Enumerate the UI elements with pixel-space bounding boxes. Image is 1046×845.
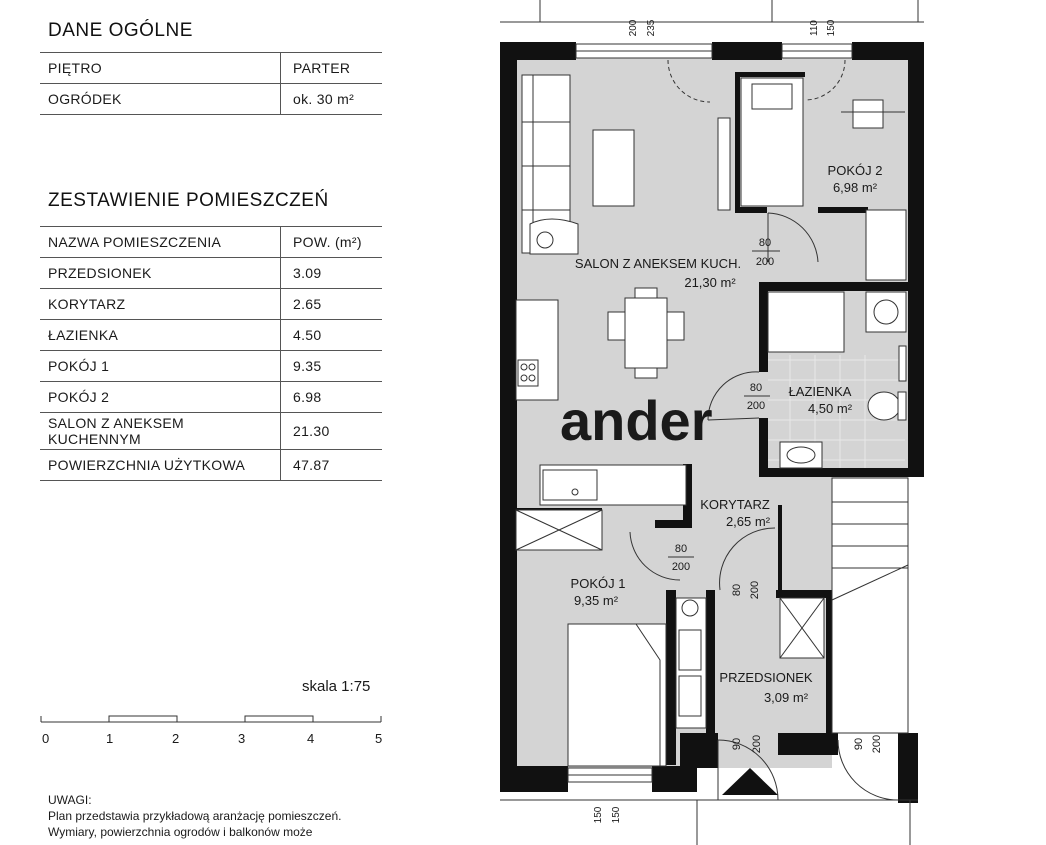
room-area: 2.65 bbox=[281, 289, 383, 320]
notes bbox=[48, 792, 378, 840]
table-row-total bbox=[40, 450, 382, 481]
room-label-lazienka: ŁAZIENKA bbox=[788, 384, 852, 399]
watermark: ander bbox=[560, 389, 713, 452]
scale-label: skala 1:75 bbox=[302, 678, 371, 695]
table-row bbox=[40, 84, 382, 115]
notes-line: Wymiary, powierzchnia ogrodów i balkonów może bbox=[48, 825, 313, 839]
door-width: 90 bbox=[731, 737, 743, 751]
window-dim: 200 bbox=[628, 19, 639, 37]
door-width: 80 bbox=[758, 237, 772, 249]
window-dim: 150 bbox=[593, 806, 604, 824]
wardrobe-entry bbox=[780, 598, 824, 658]
coffee-table bbox=[593, 130, 634, 206]
room-label-korytarz: KORYTARZ bbox=[700, 497, 770, 512]
room-area: 6.98 bbox=[281, 382, 383, 413]
floor-plan bbox=[440, 0, 1046, 845]
room-area: 47.87 bbox=[281, 450, 383, 481]
door-height: 200 bbox=[746, 400, 766, 412]
notes-title: UWAGI: bbox=[48, 793, 92, 807]
room-name: SALON Z ANEKSEM KUCHENNYM bbox=[40, 413, 281, 450]
room-area: 3.09 bbox=[281, 258, 383, 289]
table-row bbox=[40, 258, 382, 289]
armchair bbox=[530, 219, 578, 254]
table-row bbox=[40, 289, 382, 320]
door-width: 80 bbox=[749, 382, 763, 394]
room-name: KORYTARZ bbox=[40, 289, 281, 320]
door-height: 200 bbox=[749, 580, 761, 600]
general-table bbox=[40, 52, 382, 115]
scale-tick: 3 bbox=[238, 731, 246, 746]
table-row bbox=[40, 53, 382, 84]
room-label-salon: SALON Z ANEKSEM KUCH. bbox=[574, 256, 742, 271]
room-label-pokoj2: POKÓJ 2 bbox=[827, 163, 883, 178]
door-height: 200 bbox=[755, 256, 775, 268]
room-name: POWIERZCHNIA UŻYTKOWA bbox=[40, 450, 281, 481]
entrance-arrow-icon bbox=[722, 768, 778, 795]
scale-tick: 5 bbox=[375, 731, 383, 746]
garden-value: ok. 30 m² bbox=[281, 84, 383, 115]
rooms-summary-title: ZESTAWIENIE POMIESZCZEŃ bbox=[48, 190, 329, 211]
room-area-pokoj2: 6,98 m² bbox=[832, 180, 878, 195]
room-area-salon: 21,30 m² bbox=[684, 275, 736, 290]
garden-label: OGRÓDEK bbox=[40, 84, 281, 115]
window-dim: 150 bbox=[611, 806, 622, 824]
room-area: 9.35 bbox=[281, 351, 383, 382]
general-title: DANE OGÓLNE bbox=[48, 20, 193, 41]
room-name: POKÓJ 2 bbox=[40, 382, 281, 413]
scale-tick: 4 bbox=[307, 731, 315, 746]
table-row bbox=[40, 382, 382, 413]
table-row bbox=[40, 320, 382, 351]
door-width: 90 bbox=[853, 737, 865, 751]
header-name: NAZWA POMIESZCZENIA bbox=[40, 227, 281, 258]
room-area: 4.50 bbox=[281, 320, 383, 351]
table-row bbox=[40, 413, 382, 450]
room-name: ŁAZIENKA bbox=[40, 320, 281, 351]
room-area-lazienka: 4,50 m² bbox=[807, 401, 853, 416]
room-area-pokoj1: 9,35 m² bbox=[573, 593, 619, 608]
tv-cabinet bbox=[718, 118, 730, 210]
rooms-summary-table bbox=[40, 226, 382, 481]
scale-tick: 2 bbox=[172, 731, 180, 746]
door-height: 200 bbox=[751, 734, 763, 754]
room-area: 21.30 bbox=[281, 413, 383, 450]
window-dim: 235 bbox=[646, 19, 657, 37]
stairs bbox=[832, 478, 908, 733]
scale-tick: 1 bbox=[106, 731, 114, 746]
door-width: 80 bbox=[731, 583, 743, 597]
scale-bar bbox=[40, 712, 386, 726]
room-area-korytarz: 2,65 m² bbox=[725, 514, 771, 529]
door-height: 200 bbox=[671, 561, 691, 573]
door-width: 80 bbox=[674, 543, 688, 555]
table-header-row bbox=[40, 227, 382, 258]
window-dim: 150 bbox=[826, 19, 837, 37]
floor-label: PIĘTRO bbox=[40, 53, 281, 84]
room-label-przedsionek: PRZEDSIONEK bbox=[719, 670, 813, 685]
notes-line: Plan przedstawia przykładową aranżację pomieszczeń. bbox=[48, 809, 342, 823]
room-area-przedsionek: 3,09 m² bbox=[763, 690, 809, 705]
window-dim: 110 bbox=[809, 20, 820, 36]
scale-tick: 0 bbox=[42, 731, 50, 746]
table-row bbox=[40, 351, 382, 382]
floor-value: PARTER bbox=[281, 53, 383, 84]
room-label-pokoj1: POKÓJ 1 bbox=[570, 576, 626, 591]
room-name: POKÓJ 1 bbox=[40, 351, 281, 382]
door-height: 200 bbox=[871, 734, 883, 754]
header-area: POW. (m²) bbox=[281, 227, 383, 258]
room-name: PRZEDSIONEK bbox=[40, 258, 281, 289]
